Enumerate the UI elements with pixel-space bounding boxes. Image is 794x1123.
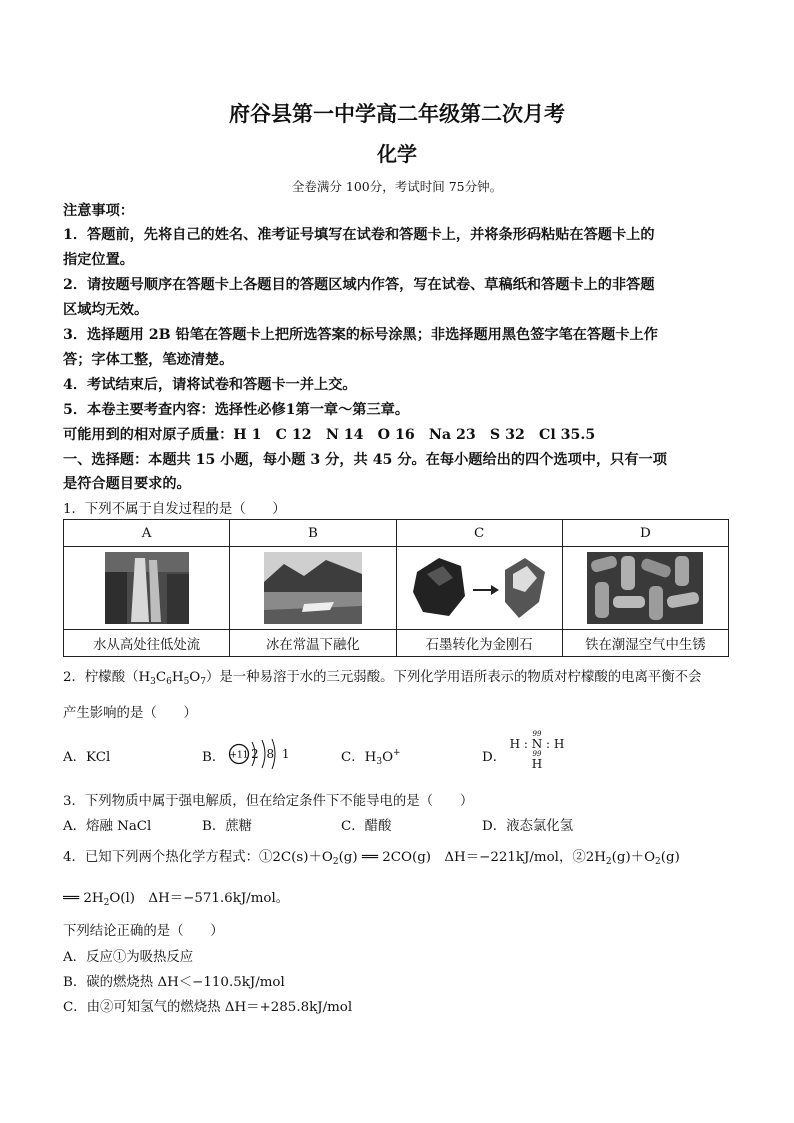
note-5: 5．本卷主要考查内容：选择性必修1第一章～第三章。 <box>63 402 410 418</box>
note-1b: 指定位置。 <box>63 252 134 268</box>
ammonia-lewis-structure: 99 H : N : H 99 H <box>509 730 565 771</box>
melting-ice-photo <box>264 552 362 624</box>
q3-option-a: A．熔融 NaCl <box>63 819 152 834</box>
graphite-to-diamond-photo <box>409 552 549 624</box>
note-2b: 区域均无效。 <box>63 302 149 318</box>
q3-option-c: C．醋酸 <box>341 819 392 834</box>
rusty-iron-photo <box>587 552 703 624</box>
q1-caption-b: 冰在常温下融化 <box>230 630 396 657</box>
q1-header-b: B <box>230 520 396 547</box>
q1-caption-c: 石墨转化为金刚石 <box>396 630 562 657</box>
q1-stem: 1．下列不属于自发过程的是（ ） <box>63 502 286 517</box>
q1-image-cell-c <box>396 547 562 630</box>
q1-image-cell-a <box>64 547 230 630</box>
q2-option-b: B． <box>202 750 226 765</box>
note-4: 4．考试结束后，请将试卷和答题卡一并上交。 <box>63 377 357 393</box>
q1-caption-d: 铁在潮湿空气中生锈 <box>562 630 728 657</box>
q1-image-cell-b <box>230 547 396 630</box>
subject-title: 化学 <box>377 142 417 166</box>
q1-image-cell-d <box>562 547 728 630</box>
q4-ask: 下列结论正确的是（ ） <box>63 924 224 939</box>
q4-option-b: B．碳的燃烧热 ΔH＜−110.5kJ/mol <box>63 975 285 990</box>
arrow-right-icon <box>491 585 499 595</box>
q2-stem-line2: 产生影响的是（ ） <box>63 706 197 721</box>
svg-text:+11: +11 <box>229 750 249 761</box>
q3-option-b: B．蔗糖 <box>202 819 253 834</box>
q3-stem: 3．下列物质中属于强电解质，但在给定条件下不能导电的是（ ） <box>63 794 474 809</box>
page-title: 府谷县第一中学高二年级第二次月考 <box>229 101 565 126</box>
note-3b: 答；字体工整，笔迹清楚。 <box>63 352 234 368</box>
note-2a: 2．请按题号顺序在答题卡上各题目的答题区域内作答，写在试卷、草稿纸和答题卡上的非答题 <box>63 277 655 293</box>
q2-stem-line1: 2．柠檬酸$(H_3C_6H_5O_7)$是一种易溶于水的三元弱酸。下列化学用语所表示的物质对柠檬酸的电离平衡不会 <box>63 670 702 687</box>
q2-option-a: A．KCl <box>63 750 111 765</box>
q2-option-c: C．$H_3O^+$ <box>341 748 401 767</box>
waterfall-photo <box>105 552 189 624</box>
note-1a: 1．答题前，先将自己的姓名、准考证号填写在试卷和答题卡上，并将条形码粘贴在答题卡上的 <box>63 227 655 243</box>
q1-header-c: C <box>396 520 562 547</box>
q2-option-d: D． <box>482 750 507 765</box>
q1-header-d: D <box>562 520 728 547</box>
section-heading-a: 一、选择题：本题共 15 小题，每小题 3 分，共 45 分。在每小题给出的四个选项中，只有一项 <box>63 452 667 468</box>
exam-meta: 全卷满分 100分，考试时间 75分钟。 <box>291 179 503 194</box>
atomic-masses: 可能用到的相对原子质量：H 1 C 12 N 14 O 16 Na 23 S 32 Cl 35.5 <box>63 427 596 443</box>
q3-option-d: D．液态氯化氢 <box>482 819 574 834</box>
notes-heading: 注意事项： <box>63 203 134 219</box>
section-heading-b: 是符合题目要求的。 <box>63 476 191 492</box>
q4-option-a: A．反应①为吸热反应 <box>63 950 194 965</box>
q1-options-table <box>63 519 729 657</box>
note-3a: 3．选择题用 2B 铅笔在答题卡上把所选答案的标号涂黑；非选择题用黑色签字笔在答题卡上作 <box>63 327 658 343</box>
q4-option-c: C．由②可知氢气的燃烧热 ΔH＝+285.8kJ/mol <box>63 1000 353 1015</box>
q1-caption-a: 水从高处往低处流 <box>64 630 230 657</box>
q4-stem-line2: ══ $2H_2O(l)$ ΔH＝−571.6kJ/mol。 <box>63 891 290 908</box>
q1-header-a: A <box>64 520 230 547</box>
q4-stem-line1: 4．已知下列两个热化学方程式：$①2C(s)+O_2(g)$ ══ 2CO(g) ΔH＝−221kJ/mol，$②2H_2(g)+O_2(g)$ <box>63 850 680 867</box>
electron-shells: 2 8 1 <box>251 747 292 761</box>
